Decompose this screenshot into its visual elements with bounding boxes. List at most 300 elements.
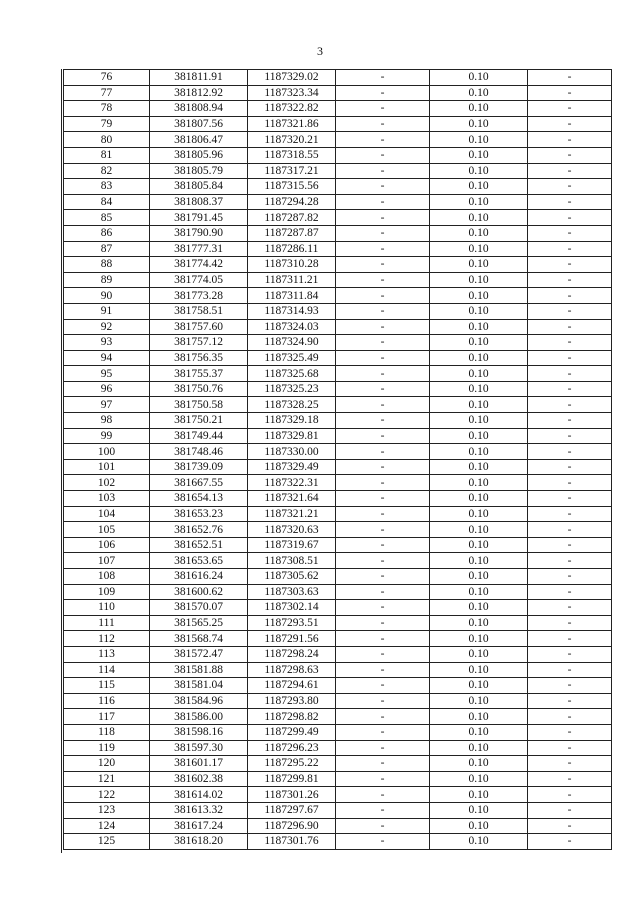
accuracy-cell: 0.10 xyxy=(430,444,528,460)
accuracy-cell: 0.10 xyxy=(430,179,528,195)
x-coordinate-cell: 381755.37 xyxy=(150,366,248,382)
accuracy-cell: 0.10 xyxy=(430,210,528,226)
point-number-cell: 95 xyxy=(64,366,150,382)
x-coordinate-cell: 381600.62 xyxy=(150,584,248,600)
point-number-cell: 112 xyxy=(64,631,150,647)
point-number-cell: 117 xyxy=(64,709,150,725)
column-6-cell: - xyxy=(528,132,612,148)
column-4-cell: - xyxy=(336,116,430,132)
table-row xyxy=(64,646,612,662)
column-4-cell: - xyxy=(336,132,430,148)
y-coordinate-cell: 1187325.49 xyxy=(248,350,336,366)
column-4-cell: - xyxy=(336,802,430,818)
point-number-cell: 105 xyxy=(64,522,150,538)
column-4-cell: - xyxy=(336,101,430,117)
table-row xyxy=(64,537,612,553)
x-coordinate-cell: 381652.76 xyxy=(150,522,248,538)
column-4-cell: - xyxy=(336,553,430,569)
x-coordinate-cell: 381601.17 xyxy=(150,756,248,772)
x-coordinate-cell: 381584.96 xyxy=(150,693,248,709)
x-coordinate-cell: 381586.00 xyxy=(150,709,248,725)
accuracy-cell: 0.10 xyxy=(430,381,528,397)
column-6-cell: - xyxy=(528,771,612,787)
table-row xyxy=(64,225,612,241)
accuracy-cell: 0.10 xyxy=(430,85,528,101)
x-coordinate-cell: 381808.94 xyxy=(150,101,248,117)
point-number-cell: 98 xyxy=(64,413,150,429)
column-4-cell: - xyxy=(336,335,430,351)
column-6-cell: - xyxy=(528,350,612,366)
table-row xyxy=(64,459,612,475)
column-6-cell: - xyxy=(528,163,612,179)
column-4-cell: - xyxy=(336,350,430,366)
accuracy-cell: 0.10 xyxy=(430,615,528,631)
column-4-cell: - xyxy=(336,428,430,444)
column-4-cell: - xyxy=(336,834,430,850)
y-coordinate-cell: 1187310.28 xyxy=(248,257,336,273)
column-6-cell: - xyxy=(528,288,612,304)
y-coordinate-cell: 1187298.63 xyxy=(248,662,336,678)
accuracy-cell: 0.10 xyxy=(430,413,528,429)
y-coordinate-cell: 1187287.87 xyxy=(248,225,336,241)
table-row xyxy=(64,210,612,226)
table-row xyxy=(64,678,612,694)
accuracy-cell: 0.10 xyxy=(430,787,528,803)
x-coordinate-cell: 381581.04 xyxy=(150,678,248,694)
column-6-cell: - xyxy=(528,646,612,662)
point-number-cell: 78 xyxy=(64,101,150,117)
point-number-cell: 86 xyxy=(64,225,150,241)
y-coordinate-cell: 1187293.80 xyxy=(248,693,336,709)
table-row xyxy=(64,381,612,397)
column-6-cell: - xyxy=(528,366,612,382)
accuracy-cell: 0.10 xyxy=(430,428,528,444)
accuracy-cell: 0.10 xyxy=(430,506,528,522)
column-6-cell: - xyxy=(528,85,612,101)
column-4-cell: - xyxy=(336,319,430,335)
x-coordinate-cell: 381572.47 xyxy=(150,646,248,662)
point-number-cell: 115 xyxy=(64,678,150,694)
accuracy-cell: 0.10 xyxy=(430,834,528,850)
table-row xyxy=(64,724,612,740)
accuracy-cell: 0.10 xyxy=(430,709,528,725)
column-4-cell: - xyxy=(336,413,430,429)
point-number-cell: 79 xyxy=(64,116,150,132)
column-4-cell: - xyxy=(336,724,430,740)
y-coordinate-cell: 1187324.03 xyxy=(248,319,336,335)
point-number-cell: 119 xyxy=(64,740,150,756)
accuracy-cell: 0.10 xyxy=(430,241,528,257)
x-coordinate-cell: 381748.46 xyxy=(150,444,248,460)
point-number-cell: 121 xyxy=(64,771,150,787)
x-coordinate-cell: 381750.21 xyxy=(150,413,248,429)
y-coordinate-cell: 1187291.56 xyxy=(248,631,336,647)
column-6-cell: - xyxy=(528,272,612,288)
column-4-cell: - xyxy=(336,662,430,678)
column-6-cell: - xyxy=(528,147,612,163)
y-coordinate-cell: 1187329.02 xyxy=(248,70,336,86)
point-number-cell: 84 xyxy=(64,194,150,210)
x-coordinate-cell: 381774.42 xyxy=(150,257,248,273)
table-row xyxy=(64,241,612,257)
x-coordinate-cell: 381653.65 xyxy=(150,553,248,569)
y-coordinate-cell: 1187321.21 xyxy=(248,506,336,522)
accuracy-cell: 0.10 xyxy=(430,771,528,787)
point-number-cell: 124 xyxy=(64,818,150,834)
accuracy-cell: 0.10 xyxy=(430,818,528,834)
column-6-cell: - xyxy=(528,678,612,694)
column-4-cell: - xyxy=(336,693,430,709)
column-4-cell: - xyxy=(336,678,430,694)
y-coordinate-cell: 1187303.63 xyxy=(248,584,336,600)
table-row xyxy=(64,163,612,179)
column-6-cell: - xyxy=(528,615,612,631)
x-coordinate-cell: 381790.90 xyxy=(150,225,248,241)
column-6-cell: - xyxy=(528,210,612,226)
table-row xyxy=(64,834,612,850)
x-coordinate-cell: 381570.07 xyxy=(150,600,248,616)
y-coordinate-cell: 1187301.26 xyxy=(248,787,336,803)
y-coordinate-cell: 1187302.14 xyxy=(248,600,336,616)
table-row xyxy=(64,802,612,818)
column-6-cell: - xyxy=(528,319,612,335)
x-coordinate-cell: 381654.13 xyxy=(150,491,248,507)
x-coordinate-cell: 381791.45 xyxy=(150,210,248,226)
column-4-cell: - xyxy=(336,85,430,101)
accuracy-cell: 0.10 xyxy=(430,724,528,740)
column-6-cell: - xyxy=(528,693,612,709)
column-6-cell: - xyxy=(528,662,612,678)
y-coordinate-cell: 1187321.64 xyxy=(248,491,336,507)
column-4-cell: - xyxy=(336,381,430,397)
table-row xyxy=(64,553,612,569)
column-4-cell: - xyxy=(336,475,430,491)
x-coordinate-cell: 381581.88 xyxy=(150,662,248,678)
x-coordinate-cell: 381811.91 xyxy=(150,70,248,86)
column-6-cell: - xyxy=(528,584,612,600)
x-coordinate-cell: 381756.35 xyxy=(150,350,248,366)
column-4-cell: - xyxy=(336,584,430,600)
accuracy-cell: 0.10 xyxy=(430,257,528,273)
table-row xyxy=(64,444,612,460)
table-row xyxy=(64,475,612,491)
point-number-cell: 99 xyxy=(64,428,150,444)
x-coordinate-cell: 381757.12 xyxy=(150,335,248,351)
column-6-cell: - xyxy=(528,709,612,725)
x-coordinate-cell: 381618.20 xyxy=(150,834,248,850)
y-coordinate-cell: 1187325.23 xyxy=(248,381,336,397)
accuracy-cell: 0.10 xyxy=(430,350,528,366)
point-number-cell: 101 xyxy=(64,459,150,475)
column-6-cell: - xyxy=(528,397,612,413)
point-number-cell: 92 xyxy=(64,319,150,335)
column-4-cell: - xyxy=(336,241,430,257)
x-coordinate-cell: 381773.28 xyxy=(150,288,248,304)
accuracy-cell: 0.10 xyxy=(430,366,528,382)
table-row xyxy=(64,70,612,86)
x-coordinate-cell: 381565.25 xyxy=(150,615,248,631)
column-6-cell: - xyxy=(528,802,612,818)
table-row xyxy=(64,740,612,756)
column-6-cell: - xyxy=(528,537,612,553)
column-4-cell: - xyxy=(336,397,430,413)
accuracy-cell: 0.10 xyxy=(430,600,528,616)
accuracy-cell: 0.10 xyxy=(430,303,528,319)
table-row xyxy=(64,756,612,772)
accuracy-cell: 0.10 xyxy=(430,491,528,507)
table-row xyxy=(64,615,612,631)
y-coordinate-cell: 1187294.61 xyxy=(248,678,336,694)
table-row xyxy=(64,335,612,351)
column-6-cell: - xyxy=(528,818,612,834)
column-6-cell: - xyxy=(528,225,612,241)
point-number-cell: 87 xyxy=(64,241,150,257)
point-number-cell: 91 xyxy=(64,303,150,319)
accuracy-cell: 0.10 xyxy=(430,132,528,148)
column-6-cell: - xyxy=(528,475,612,491)
coordinates-table xyxy=(63,69,612,850)
y-coordinate-cell: 1187311.84 xyxy=(248,288,336,304)
accuracy-cell: 0.10 xyxy=(430,740,528,756)
y-coordinate-cell: 1187315.56 xyxy=(248,179,336,195)
column-6-cell: - xyxy=(528,70,612,86)
table-row xyxy=(64,413,612,429)
accuracy-cell: 0.10 xyxy=(430,397,528,413)
x-coordinate-cell: 381805.96 xyxy=(150,147,248,163)
column-6-cell: - xyxy=(528,335,612,351)
column-6-cell: - xyxy=(528,459,612,475)
point-number-cell: 103 xyxy=(64,491,150,507)
y-coordinate-cell: 1187299.49 xyxy=(248,724,336,740)
x-coordinate-cell: 381777.31 xyxy=(150,241,248,257)
table-row xyxy=(64,600,612,616)
x-coordinate-cell: 381749.44 xyxy=(150,428,248,444)
x-coordinate-cell: 381757.60 xyxy=(150,319,248,335)
table-row xyxy=(64,366,612,382)
column-6-cell: - xyxy=(528,506,612,522)
y-coordinate-cell: 1187311.21 xyxy=(248,272,336,288)
point-number-cell: 106 xyxy=(64,537,150,553)
column-6-cell: - xyxy=(528,553,612,569)
y-coordinate-cell: 1187293.51 xyxy=(248,615,336,631)
accuracy-cell: 0.10 xyxy=(430,272,528,288)
column-4-cell: - xyxy=(336,771,430,787)
column-4-cell: - xyxy=(336,303,430,319)
point-number-cell: 89 xyxy=(64,272,150,288)
column-6-cell: - xyxy=(528,179,612,195)
y-coordinate-cell: 1187301.76 xyxy=(248,834,336,850)
column-6-cell: - xyxy=(528,491,612,507)
point-number-cell: 114 xyxy=(64,662,150,678)
x-coordinate-cell: 381808.37 xyxy=(150,194,248,210)
column-4-cell: - xyxy=(336,756,430,772)
table-row xyxy=(64,787,612,803)
point-number-cell: 93 xyxy=(64,335,150,351)
table-row xyxy=(64,662,612,678)
accuracy-cell: 0.10 xyxy=(430,522,528,538)
column-6-cell: - xyxy=(528,740,612,756)
x-coordinate-cell: 381598.16 xyxy=(150,724,248,740)
y-coordinate-cell: 1187295.22 xyxy=(248,756,336,772)
table-row xyxy=(64,350,612,366)
point-number-cell: 88 xyxy=(64,257,150,273)
x-coordinate-cell: 381750.58 xyxy=(150,397,248,413)
column-4-cell: - xyxy=(336,537,430,553)
y-coordinate-cell: 1187320.63 xyxy=(248,522,336,538)
accuracy-cell: 0.10 xyxy=(430,163,528,179)
column-4-cell: - xyxy=(336,179,430,195)
y-coordinate-cell: 1187319.67 xyxy=(248,537,336,553)
x-coordinate-cell: 381805.79 xyxy=(150,163,248,179)
column-6-cell: - xyxy=(528,413,612,429)
column-4-cell: - xyxy=(336,491,430,507)
y-coordinate-cell: 1187305.62 xyxy=(248,569,336,585)
table-row xyxy=(64,132,612,148)
x-coordinate-cell: 381774.05 xyxy=(150,272,248,288)
column-4-cell: - xyxy=(336,646,430,662)
point-number-cell: 125 xyxy=(64,834,150,850)
column-4-cell: - xyxy=(336,459,430,475)
column-6-cell: - xyxy=(528,428,612,444)
column-6-cell: - xyxy=(528,724,612,740)
column-6-cell: - xyxy=(528,303,612,319)
column-6-cell: - xyxy=(528,101,612,117)
accuracy-cell: 0.10 xyxy=(430,537,528,553)
accuracy-cell: 0.10 xyxy=(430,288,528,304)
y-coordinate-cell: 1187314.93 xyxy=(248,303,336,319)
column-6-cell: - xyxy=(528,756,612,772)
column-4-cell: - xyxy=(336,569,430,585)
column-4-cell: - xyxy=(336,709,430,725)
table-row xyxy=(64,85,612,101)
point-number-cell: 77 xyxy=(64,85,150,101)
x-coordinate-cell: 381812.92 xyxy=(150,85,248,101)
column-4-cell: - xyxy=(336,288,430,304)
x-coordinate-cell: 381614.02 xyxy=(150,787,248,803)
column-4-cell: - xyxy=(336,600,430,616)
column-4-cell: - xyxy=(336,631,430,647)
coordinates-table-body xyxy=(64,70,612,850)
x-coordinate-cell: 381616.24 xyxy=(150,569,248,585)
column-6-cell: - xyxy=(528,116,612,132)
point-number-cell: 96 xyxy=(64,381,150,397)
y-coordinate-cell: 1187330.00 xyxy=(248,444,336,460)
table-row xyxy=(64,522,612,538)
column-4-cell: - xyxy=(336,194,430,210)
y-coordinate-cell: 1187298.82 xyxy=(248,709,336,725)
table-row xyxy=(64,147,612,163)
y-coordinate-cell: 1187324.90 xyxy=(248,335,336,351)
margin-rule xyxy=(61,69,62,853)
accuracy-cell: 0.10 xyxy=(430,459,528,475)
y-coordinate-cell: 1187308.51 xyxy=(248,553,336,569)
point-number-cell: 76 xyxy=(64,70,150,86)
column-4-cell: - xyxy=(336,272,430,288)
point-number-cell: 90 xyxy=(64,288,150,304)
point-number-cell: 80 xyxy=(64,132,150,148)
point-number-cell: 108 xyxy=(64,569,150,585)
column-6-cell: - xyxy=(528,522,612,538)
y-coordinate-cell: 1187322.31 xyxy=(248,475,336,491)
y-coordinate-cell: 1187329.18 xyxy=(248,413,336,429)
y-coordinate-cell: 1187328.25 xyxy=(248,397,336,413)
x-coordinate-cell: 381617.24 xyxy=(150,818,248,834)
column-4-cell: - xyxy=(336,740,430,756)
table-row xyxy=(64,319,612,335)
x-coordinate-cell: 381805.84 xyxy=(150,179,248,195)
column-4-cell: - xyxy=(336,818,430,834)
y-coordinate-cell: 1187323.34 xyxy=(248,85,336,101)
x-coordinate-cell: 381597.30 xyxy=(150,740,248,756)
column-6-cell: - xyxy=(528,381,612,397)
x-coordinate-cell: 381750.76 xyxy=(150,381,248,397)
column-4-cell: - xyxy=(336,506,430,522)
column-6-cell: - xyxy=(528,569,612,585)
x-coordinate-cell: 381739.09 xyxy=(150,459,248,475)
table-row xyxy=(64,818,612,834)
y-coordinate-cell: 1187325.68 xyxy=(248,366,336,382)
column-4-cell: - xyxy=(336,163,430,179)
table-row xyxy=(64,506,612,522)
accuracy-cell: 0.10 xyxy=(430,116,528,132)
column-6-cell: - xyxy=(528,194,612,210)
y-coordinate-cell: 1187329.49 xyxy=(248,459,336,475)
point-number-cell: 109 xyxy=(64,584,150,600)
accuracy-cell: 0.10 xyxy=(430,678,528,694)
column-6-cell: - xyxy=(528,241,612,257)
table-row xyxy=(64,584,612,600)
y-coordinate-cell: 1187287.82 xyxy=(248,210,336,226)
y-coordinate-cell: 1187299.81 xyxy=(248,771,336,787)
table-row xyxy=(64,179,612,195)
point-number-cell: 118 xyxy=(64,724,150,740)
y-coordinate-cell: 1187294.28 xyxy=(248,194,336,210)
x-coordinate-cell: 381667.55 xyxy=(150,475,248,491)
point-number-cell: 100 xyxy=(64,444,150,460)
accuracy-cell: 0.10 xyxy=(430,225,528,241)
y-coordinate-cell: 1187296.90 xyxy=(248,818,336,834)
x-coordinate-cell: 381613.32 xyxy=(150,802,248,818)
table-row xyxy=(64,288,612,304)
table-row xyxy=(64,257,612,273)
point-number-cell: 82 xyxy=(64,163,150,179)
table-row xyxy=(64,101,612,117)
accuracy-cell: 0.10 xyxy=(430,101,528,117)
column-6-cell: - xyxy=(528,787,612,803)
table-row xyxy=(64,569,612,585)
point-number-cell: 120 xyxy=(64,756,150,772)
accuracy-cell: 0.10 xyxy=(430,584,528,600)
accuracy-cell: 0.10 xyxy=(430,646,528,662)
table-row xyxy=(64,116,612,132)
point-number-cell: 97 xyxy=(64,397,150,413)
y-coordinate-cell: 1187322.82 xyxy=(248,101,336,117)
accuracy-cell: 0.10 xyxy=(430,319,528,335)
accuracy-cell: 0.10 xyxy=(430,693,528,709)
point-number-cell: 83 xyxy=(64,179,150,195)
column-4-cell: - xyxy=(336,257,430,273)
column-4-cell: - xyxy=(336,522,430,538)
point-number-cell: 123 xyxy=(64,802,150,818)
point-number-cell: 107 xyxy=(64,553,150,569)
column-6-cell: - xyxy=(528,631,612,647)
y-coordinate-cell: 1187320.21 xyxy=(248,132,336,148)
x-coordinate-cell: 381806.47 xyxy=(150,132,248,148)
page-number: 3 xyxy=(317,44,323,58)
column-6-cell: - xyxy=(528,834,612,850)
y-coordinate-cell: 1187321.86 xyxy=(248,116,336,132)
column-4-cell: - xyxy=(336,444,430,460)
